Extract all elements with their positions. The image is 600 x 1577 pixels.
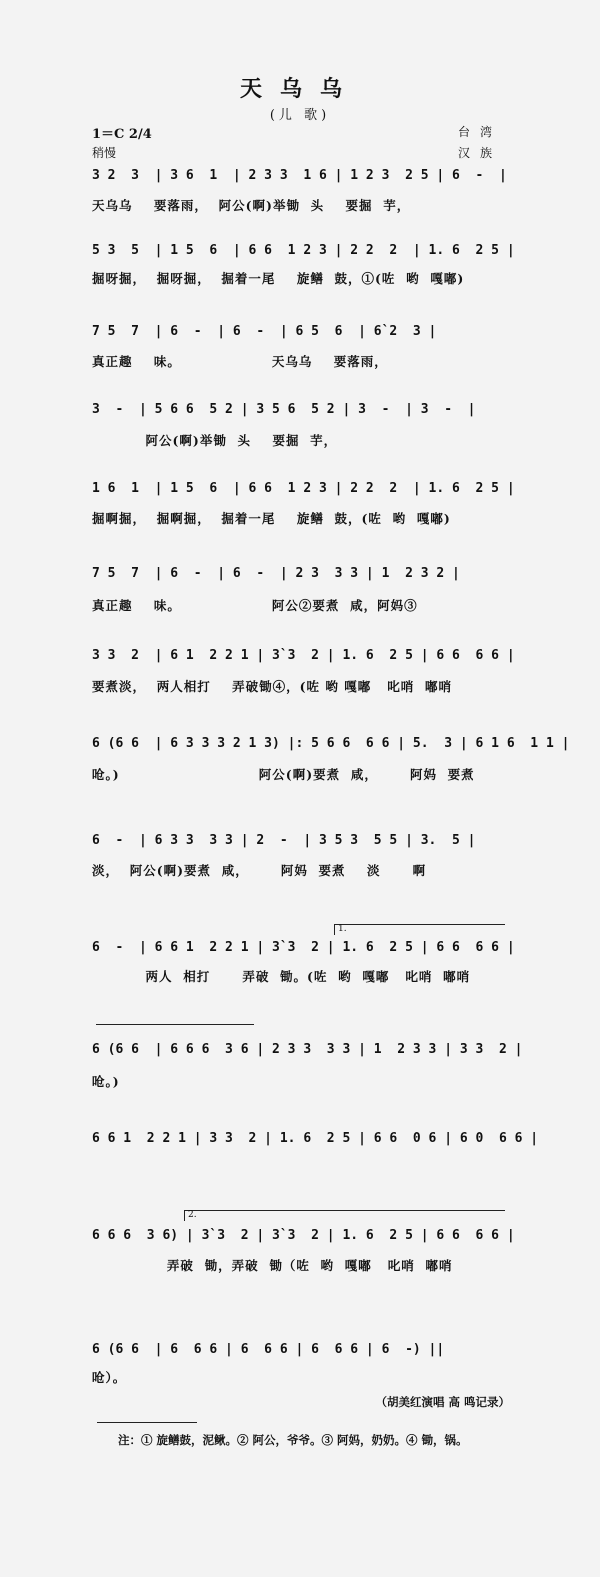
notation-line-12: 6 6 1 2 2 1 | 3 3 2 | 1. 6 2 5 | 6 6 0 6 | 6 0 6 6 |: [92, 1131, 539, 1146]
lyrics-line-5: 掘啊掘， 掘啊掘， 掘着一尾 旋鳝 鼓，(咗 哟 嘎嘟): [92, 511, 451, 526]
notation-line-2: 5 3 5 | 1 5 6 | 6 6 1 2 3 | 2 2 2 | 1. 6 2 5 |: [92, 243, 515, 258]
notation-line-13: 6 6 6 3 6) | 3`3 2 | 3`3 2 | 1. 6 2 5 | 6 6 6 6 |: [92, 1228, 515, 1243]
second-ending-label: 2.: [188, 1210, 197, 1220]
notation-line-7: 3 3 2 | 6 1 2 2 1 | 3`3 2 | 1. 6 2 5 | 6 6 6 6 |: [92, 648, 515, 663]
performer-credit: （胡美红演唱 高 鸣记录）: [375, 1395, 510, 1409]
notation-line-3: 7 5 7 | 6 - | 6 - | 6 5 6 | 6`2 3 |: [92, 324, 437, 339]
notation-line-10: 6 - | 6 6 1 2 2 1 | 3`3 2 | 1. 6 2 5 | 6 6 6 6 |: [92, 940, 515, 955]
lyrics-line-4: 阿公(啊)举锄 头 要掘 芋，: [92, 433, 338, 448]
lyrics-line-9: 淡， 阿公(啊)要煮 咸， 阿妈 要煮 淡 啊: [92, 863, 427, 878]
lyrics-line-13: 弄破 锄，弄破 锄（咗 哟 嘎嘟 叱哨 嘟哨: [92, 1258, 453, 1273]
footnote-divider: [97, 1422, 197, 1423]
notation-line-9: 6 - | 6 3 3 3 3 | 2 - | 3 5 3 5 5 | 3. 5 |: [92, 833, 476, 848]
notation-line-8: 6 (6 6 | 6 3 3 3 2 1 3) |: 5 6 6 6 6 | 5. 3 | 6 1 6 1 1 |: [92, 736, 570, 751]
song-title: 天乌乌: [239, 76, 360, 102]
notation-line-4: 3 - | 5 6 6 5 2 | 3 5 6 5 2 | 3 - | 3 - |: [92, 402, 476, 417]
lyrics-line-1: 天乌乌 要落雨， 阿公(啊)举锄 头 要掘 芋，: [92, 198, 411, 213]
notation-line-14: 6 (6 6 | 6 6 6 | 6 6 6 | 6 6 6 | 6 -) ||: [92, 1342, 445, 1357]
ethnicity-label: 汉族: [458, 146, 503, 160]
notation-line-11: 6 (6 6 | 6 6 6 3 6 | 2 3 3 3 3 | 1 2 3 3 | 3 3 2 |: [92, 1042, 523, 1057]
lyrics-line-8: 呛。) 阿公(啊)要煮 咸， 阿妈 要煮: [92, 767, 475, 782]
region-label: 台湾: [458, 125, 503, 139]
lyrics-line-3: 真正趣 味。 天乌乌 要落雨，: [92, 354, 388, 369]
first-ending-extension: [96, 1024, 254, 1025]
lyrics-line-14: 呛）。: [92, 1370, 127, 1385]
second-ending-bracket: [184, 1210, 505, 1221]
notation-line-5: 1 6 1 | 1 5 6 | 6 6 1 2 3 | 2 2 2 | 1. 6 2 5 |: [92, 481, 515, 496]
first-ending-label: 1.: [338, 924, 347, 934]
lyrics-line-6: 真正趣 味。 阿公②要煮 咸，阿妈③: [92, 598, 418, 613]
song-subtitle: (儿 歌): [269, 108, 331, 123]
lyrics-line-10: 两人 相打 弄破 锄。(咗 哟 嘎嘟 叱哨 嘟哨: [92, 969, 471, 984]
notation-line-1: 3 2 3 | 3 6 1 | 2 3 3 1 6 | 1 2 3 2 5 | 6 - |: [92, 168, 507, 183]
first-ending-bracket: [334, 924, 505, 935]
notation-line-6: 7 5 7 | 6 - | 6 - | 2 3 3 3 | 1 2 3 2 |: [92, 566, 460, 581]
key-signature: 1＝C 2/4: [92, 127, 152, 142]
lyrics-line-11: 呛。): [92, 1074, 120, 1089]
footnotes: 注：① 旋鳝鼓，泥鳅。② 阿公，爷爷。③ 阿妈，奶奶。④ 锄，锅。: [118, 1433, 468, 1447]
tempo-marking: 稍慢: [92, 146, 117, 160]
lyrics-line-2: 掘呀掘， 掘呀掘， 掘着一尾 旋鳝 鼓，①(咗 哟 嘎嘟): [92, 271, 465, 286]
lyrics-line-7: 要煮淡， 两人相打 弄破锄④，(咗 哟 嘎嘟 叱哨 嘟哨: [92, 679, 452, 694]
